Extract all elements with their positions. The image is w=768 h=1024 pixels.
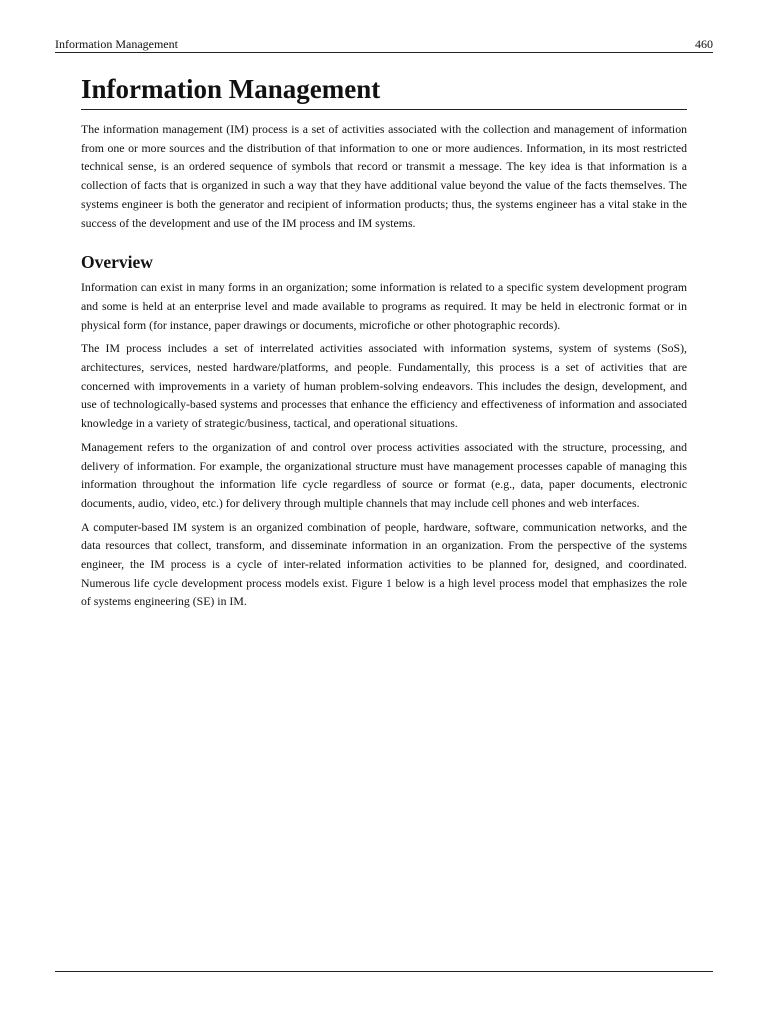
intro-paragraph: The information management (IM) process is a set of activities associated with the collection and management of information from one or more sources and the distribution of that information to one or more audiences. Information, in its most restricted technical sense, is an ordered sequence of symbols that record or transmit a message. The key idea is that information is a collection of facts that is organized in such a way that they have additional value beyond the value of the facts themselves. The systems engineer is both the generator and recipient of information products; thus, the systems engineer has a vital stake in the success of the development and use of the IM process and IM systems. <box>81 122 687 230</box>
article-body <box>81 72 687 611</box>
overview-heading: Overview <box>81 252 153 273</box>
header-divider <box>55 52 713 53</box>
article-title: Information Management <box>81 72 687 110</box>
overview-paragraph: Information can exist in many forms in an organization; some information is related to a specific system development program and some is held at an enterprise level and made available to programs as required. It may be held in electronic format or in physical form (for instance, paper drawings or documents, microfiche or other photographic records). <box>81 280 687 332</box>
overview-section <box>81 252 687 611</box>
running-header <box>55 37 713 51</box>
overview-paragraph: The IM process includes a set of interrelated activities associated with information systems, system of systems (SoS), architectures, services, nested hardware/platforms, and people. Fundamentally, this process is a set of activities that are concerned with improvements in a variety of human problem-solving endeavors. This includes the design, development, and use of technologically-based systems and processes that enhance the efficiency and effectiveness of information and associated knowledge in a variety of strategic/business, tactical, and operational situations. <box>81 341 687 431</box>
running-header-title: Information Management <box>55 37 178 51</box>
footer-divider <box>55 971 713 972</box>
page-number: 460 <box>695 37 713 51</box>
overview-paragraph: A computer-based IM system is an organized combination of people, hardware, software, communication networks, and the data resources that collect, transform, and disseminate information in an organization. From the perspective of the systems engineer, the IM process is a cycle of inter-related information activities to be planned for, designed, and coordinated. Numerous life cycle development process models exist. Figure 1 below is a high level process model that emphasizes the role of systems engineering (SE) in IM. <box>81 519 687 609</box>
overview-paragraph: Management refers to the organization of and control over process activities associated with the structure, processing, and delivery of information. For example, the organizational structure must have management processes capable of managing this information throughout the information life cycle regardless of source or format (e.g., data, paper documents, electronic documents, audio, video, etc.) for delivery through multiple channels that may include cell phones and web interfaces. <box>81 439 687 510</box>
